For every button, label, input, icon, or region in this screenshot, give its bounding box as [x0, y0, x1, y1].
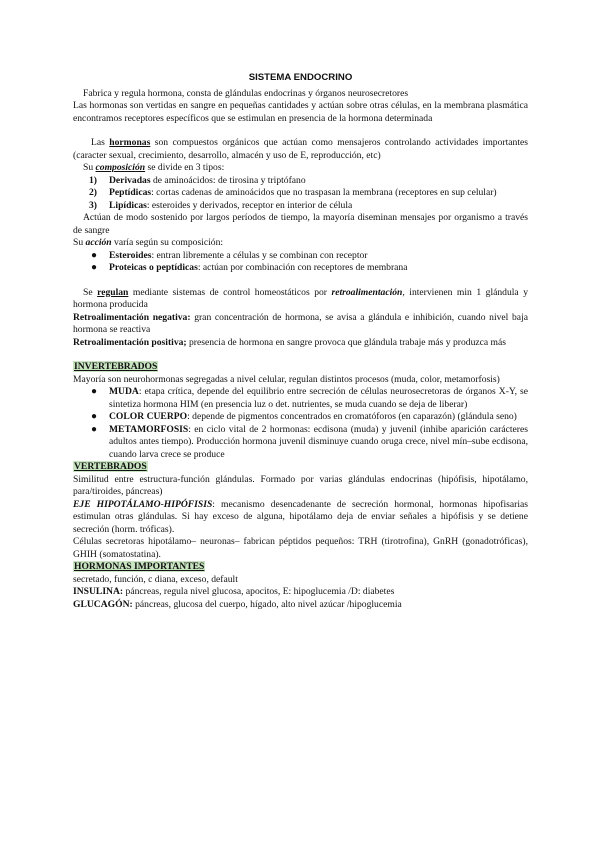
list-item	[73, 200, 528, 213]
accion-list	[73, 250, 528, 275]
list-item	[73, 424, 528, 462]
item-text: : actúan por combinación con receptores de membrana	[197, 262, 408, 273]
actuan-paragraph: Actúan de modo sostenido por largos períodos de tiempo, la mayoría diseminan mensajes por organismo a través de sangre	[73, 212, 528, 236]
hormonas-paragraph	[73, 137, 528, 162]
insulina-line	[73, 586, 528, 599]
term: INSULINA:	[73, 586, 124, 597]
accion-intro	[73, 237, 528, 250]
item-text: : depende de pigmentos concentrados en cromatóforos (en caparazón) (glándula seno)	[187, 411, 517, 422]
composicion-list	[73, 175, 528, 213]
invertebrados-list	[73, 386, 528, 461]
text: mediante sistemas de control homeostáticos por	[128, 286, 332, 298]
bullet-icon: ●	[91, 423, 98, 435]
list-item	[73, 262, 528, 275]
page-title: SISTEMA ENDOCRINO	[248, 72, 353, 83]
text: páncreas, regula nivel glucosa, apocitos, E: hipoglucemia /D: diabetes	[123, 586, 395, 597]
item-text: : etapa crítica, depende del equilibrio entre secreción de células neurosecretoras de órganos X-Y, se sintetiza hormona HIM (en presencia luz o det. nutrientes, se muda cuando se deja de liberar)	[109, 386, 528, 410]
retro-negativa	[73, 312, 528, 337]
keyword-hormonas: hormonas	[109, 137, 151, 148]
section-heading-vertebrados	[73, 461, 528, 474]
heading-text: HORMONAS IMPORTANTES	[74, 561, 205, 572]
keyword-composicion: composición	[95, 162, 146, 173]
list-item	[73, 411, 528, 424]
hormonas-legend: secretado, función, c diana, exceso, default	[73, 573, 238, 585]
keyword-retroalimentacion: retroalimentación	[331, 286, 403, 298]
list-item	[73, 175, 528, 188]
item-term: Derivadas	[109, 174, 151, 186]
celulas-paragraph: Células secretoras hipotálamo– neuronas– fabrican péptidos pequeños: TRH (tirotrofina), GnRH (gonadotróficas), GHIH (somatostatina).	[73, 536, 528, 560]
text: , intervienen min 1 glándula y hormona producida	[73, 286, 528, 310]
item-term: Proteicas o peptídicas	[109, 262, 198, 273]
intro-line: Fabrica y regula hormona, consta de glándulas endocrinas y órganos neurosecretores	[83, 87, 409, 99]
item-term: MUDA	[109, 386, 139, 397]
document-page	[73, 72, 528, 611]
bullet-icon: ●	[91, 386, 98, 397]
text: son compuestos orgánicos que actúan como mensajeros controlando actividades importantes (caracter sexual, crecimiento, desarrollo, almacén y uso de E, reproducción, etc)	[73, 137, 528, 161]
list-number: 3)	[89, 199, 97, 211]
list-number: 2)	[89, 187, 97, 198]
item-text: : esteroides y derivados, receptor en interior de célula	[146, 199, 353, 211]
invertebrados-intro: Mayoría son neurohormonas segregadas a nivel celular, regulan distintos procesos (muda, color, metamorfosis)	[73, 373, 500, 385]
list-number: 1)	[89, 174, 97, 186]
item-text: : entran libremente a células y se combinan con receptor	[151, 249, 368, 261]
keyword-accion: acción	[85, 237, 112, 248]
keyword-regulan: regulan	[97, 286, 129, 298]
item-text: de aminoácidos: de tirosina y triptófano	[150, 174, 306, 186]
text: Su	[83, 162, 96, 173]
bullet-icon: ●	[91, 249, 98, 261]
term: Retroalimentación positiva;	[73, 336, 187, 348]
composicion-intro	[73, 162, 528, 175]
item-term: Esteroides	[109, 249, 152, 261]
text: Se	[83, 286, 98, 298]
text: presencia de hormona en sangre provoca que glándula trabaje más y produzca más	[186, 336, 507, 348]
item-text: : en ciclo vital de 2 hormonas: ecdisona (muda) y juvenil (inhibe aparición carácteres adultos antes tiempo). Producción hormona juvenil disminuye cuando oruga crece, nivel mín–sube ecdisona, cuando larva crece se produce	[109, 423, 528, 460]
list-item	[73, 250, 528, 263]
text: varía según su composición:	[111, 237, 224, 248]
regulan-paragraph	[73, 287, 528, 312]
text: gran concentración de hormona, se avisa a glándula e inhibición, cuando nivel baja hormona se reactiva	[73, 311, 528, 335]
term: EJE HIPOTÁLAMO-HIPÓFISIS	[73, 498, 213, 510]
eje-paragraph	[73, 499, 528, 537]
text: se divide en 3 tipos:	[145, 162, 225, 173]
vertebrados-paragraph: Similitud entre estructura-función glándulas. Formado por varias glándulas endocrinas (hipófisis, hipotálamo, para/tiroides, páncreas)	[73, 473, 528, 497]
text: : mecanismo desencadenante de secreción hormonal, hormonas hipofisarias estimulan otras glándulas. Si hay exceso de alguna, hipotálamo deja de enviar señales a hipófisis y se detiene secreción (horm. tróficas).	[73, 498, 529, 535]
intro-paragraph: Las hormonas son vertidas en sangre en pequeñas cantidades y actúan sobre otras células, en la membrana plasmática encontramos receptores específicos que se estimulan en presencia de la hormona determinada	[73, 100, 528, 124]
heading-text: VERTEBRADOS	[74, 461, 147, 472]
item-text: : cortas cadenas de aminoácidos que no traspasan la membrana (receptores en sup celular)	[151, 187, 497, 198]
section-heading-hormonas-importantes	[73, 561, 528, 574]
term: GLUCAGÓN:	[73, 598, 133, 610]
bullet-icon: ●	[91, 262, 98, 273]
glucagon-line	[73, 599, 528, 612]
retro-positiva	[73, 337, 528, 350]
list-item	[73, 386, 528, 411]
bullet-icon: ●	[91, 411, 98, 422]
text: páncreas, glucosa del cuerpo, hígado, alto nivel azúcar /hipoglucemia	[132, 598, 402, 610]
item-term: Lipídicas	[109, 199, 147, 211]
heading-text: INVERTEBRADOS	[74, 361, 158, 372]
item-term: COLOR CUERPO	[109, 411, 188, 422]
text: Su	[73, 237, 86, 248]
section-heading-invertebrados	[73, 361, 528, 374]
term: Retroalimentación negativa:	[73, 311, 191, 323]
item-term: Peptídicas	[109, 187, 152, 198]
item-term: METAMORFOSIS	[109, 423, 189, 435]
list-item	[73, 187, 528, 200]
text: Las	[91, 137, 110, 148]
